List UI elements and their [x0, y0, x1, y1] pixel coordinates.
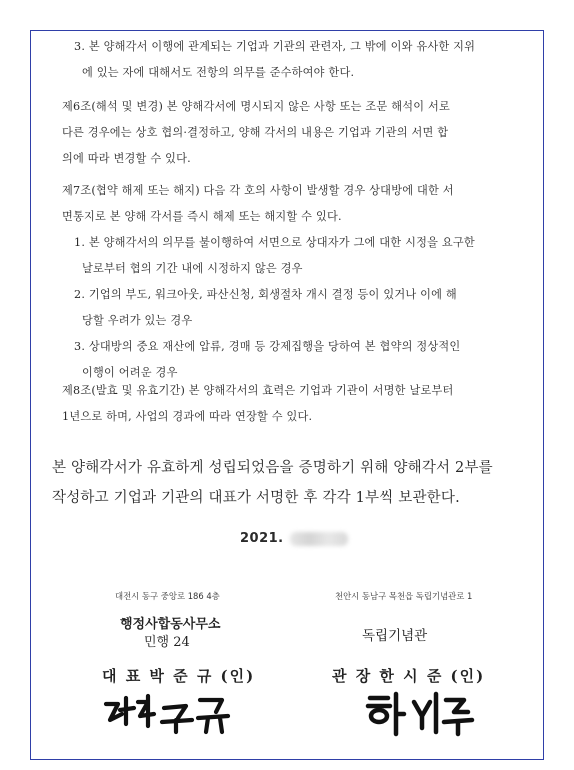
clause-text: 이행이 어려운 경우 — [82, 366, 178, 379]
clause-text: 제6조(해석 및 변경) 본 양해각서에 명시되지 않은 사항 또는 조문 해석이 서로 — [62, 100, 450, 113]
clause-text: 3. 본 양해각서 이행에 관계되는 기업과 기관의 관련자, 그 밖에 이와 유사한 지위 — [74, 40, 476, 53]
article-8 — [62, 378, 534, 430]
clause-text: 3. 상대방의 중요 재산에 압류, 경매 등 강제집행을 당하여 본 협약의 정상적인 — [74, 340, 461, 353]
clause-text: 2. 기업의 부도, 워크아웃, 파산신청, 회생절차 개시 결정 등이 있거나 이에 해 — [74, 288, 457, 301]
clause-item-3 — [62, 34, 534, 86]
clause-text: 의에 따라 변경할 수 있다. — [62, 152, 191, 165]
right-party-representative: 관 장 한 시 준 (인) — [332, 667, 486, 685]
article-7 — [62, 178, 534, 386]
conclusion-line-1: 본 양해각서가 유효하게 성립되었음을 증명하기 위해 양해각서 2부를 — [52, 460, 493, 476]
clause-text: 날로부터 협의 기간 내에 시정하지 않은 경우 — [82, 262, 303, 275]
clause-text: 에 있는 자에 대해서도 전항의 의무를 준수하여야 한다. — [82, 66, 355, 79]
right-party-org-name: 독립기념관 — [362, 628, 428, 644]
left-party-org-name: 행정사합동사무소 — [120, 617, 221, 632]
right-party-address: 천안시 동남구 목천읍 독립기념관로 1 — [335, 591, 473, 601]
left-party-address: 대전시 동구 중앙로 186 4층 — [115, 591, 220, 601]
clause-text: 제7조(협약 해제 또는 해지) 다음 각 호의 사항이 발생할 경우 상대방에 대한 서 — [62, 184, 454, 197]
redacted-date-blur — [290, 532, 348, 546]
clause-text: 제8조(발효 및 유효기간) 본 양해각서의 효력은 기업과 기관이 서명한 날로부터 — [62, 384, 454, 397]
clause-text: 1. 본 양해각서의 의무를 불이행하여 서면으로 상대자가 그에 대한 시정을 요구한 — [74, 236, 475, 249]
left-party-org-subname: 민행 24 — [144, 635, 190, 650]
date-text: 2021. — [240, 531, 284, 546]
article-6 — [62, 94, 534, 172]
left-party-representative: 대 표 박 준 규 (인) — [102, 667, 256, 685]
clause-text: 1년으로 하며, 사업의 경과에 따라 연장할 수 있다. — [62, 410, 313, 423]
clause-text: 면통지로 본 양해 각서를 즉시 해제 또는 해지할 수 있다. — [62, 210, 342, 223]
clause-text: 당할 우려가 있는 경우 — [82, 314, 193, 327]
signing-date — [240, 531, 348, 546]
clause-text: 다른 경우에는 상호 협의·결정하고, 양해 각서의 내용은 기업과 기관의 서면 합 — [62, 126, 449, 139]
conclusion-line-2: 작성하고 기업과 기관의 대표가 서명한 후 각각 1부씩 보관한다. — [52, 490, 460, 506]
left-signature-image — [100, 690, 240, 736]
right-signature-image — [360, 688, 480, 738]
